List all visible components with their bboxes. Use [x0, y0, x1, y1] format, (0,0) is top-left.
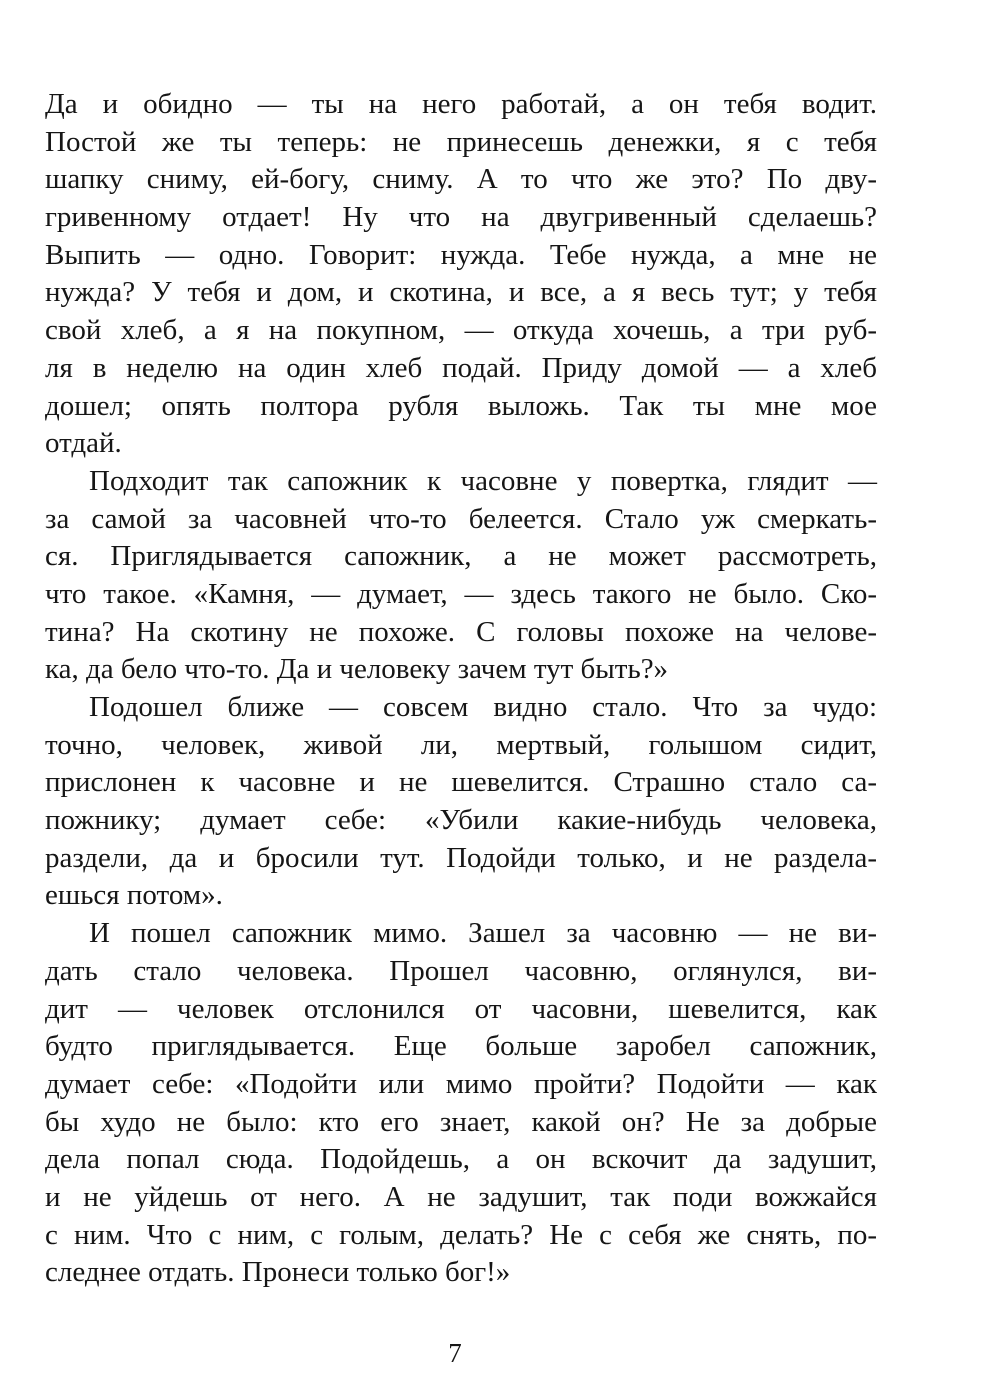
text-line: раздели, да и бросили тут. Подойди только, и не раздела- [45, 841, 877, 874]
text-line: дать стало человека. Прошел часовню, оглянулся, ви- [45, 954, 877, 987]
text-line: ля в неделю на один хлеб подай. Приду домой — а хлеб [45, 351, 877, 384]
paragraph [45, 689, 877, 915]
text-line: свой хлеб, а я на покупном, — откуда хочешь, а три руб- [45, 314, 877, 347]
text-line: пожнику; думает себе: «Убили какие-нибудь человека, [45, 804, 877, 837]
text-line: Да и обидно — ты на него работай, а он тебя водит. [45, 88, 877, 120]
text-line: бы худо не было: кто его знает, какой он? Не за добрые [45, 1105, 877, 1138]
text-line: Выпить — одно. Говорит: нужда. Тебе нужда, а мне не [45, 238, 877, 271]
text-line: Подошел ближе — совсем видно стало. Что за чудо: [89, 691, 877, 723]
text-line: ся. Приглядывается сапожник, а не может рассмотреть, [45, 540, 877, 573]
paragraph [45, 915, 877, 1292]
text-line: отдай. [45, 427, 122, 460]
text-line: прислонен к часовне и не шевелится. Страшно стало са- [45, 766, 877, 799]
text-line: Постой же ты теперь: не принесешь денежки, я с тебя [45, 125, 877, 158]
text-line: будто приглядывается. Еще больше заробел сапожник, [45, 1030, 877, 1063]
text-line: Подходит так сапожник к часовне у повертка, глядит — [89, 464, 877, 497]
text-line: шапку сниму, ей-богу, сниму. А то что же это? По дву- [45, 163, 877, 196]
text-line: дит — человек отслонился от часовни, шевелится, как [45, 992, 877, 1025]
text-line: что такое. «Камня, — думает, — здесь такого не было. Ско- [45, 577, 877, 610]
paragraph [45, 463, 877, 689]
text-line: точно, человек, живой ли, мертвый, голышом сидит, [45, 728, 877, 761]
text-line: гривенному отдает! Ну что на двугривенный сделаешь? [45, 201, 877, 234]
text-line: с ним. Что с ним, с голым, делать? Не с себя же снять, по- [45, 1218, 877, 1251]
text-line: дела попал сюда. Подойдешь, а он вскочит да задушит, [45, 1143, 877, 1176]
text-line: следнее отдать. Пронеси только бог!» [45, 1256, 511, 1289]
text-line: дошел; опять полтора рубля выложь. Так ты мне мое [45, 389, 877, 422]
body-text [45, 86, 877, 1292]
text-line: за самой за часовней что-то белеется. Стало уж смеркать- [45, 502, 877, 535]
text-line: ка, да бело что-то. Да и человеку зачем тут быть?» [45, 653, 669, 686]
text-line: тина? На скотину не похоже. С головы похоже на челове- [45, 615, 877, 648]
text-line: нужда? У тебя и дом, и скотина, и все, а я весь тут; у тебя [45, 276, 877, 309]
text-line: и не уйдешь от него. А не задушит, так поди вожжайся [45, 1180, 877, 1213]
paragraph [45, 86, 877, 463]
text-line: ешься потом». [45, 879, 223, 912]
text-line: думает себе: «Подойти или мимо пройти? Подойти — как [45, 1067, 877, 1100]
text-line: И пошел сапожник мимо. Зашел за часовню — не ви- [89, 917, 877, 950]
page-number: 7 [448, 1338, 462, 1368]
